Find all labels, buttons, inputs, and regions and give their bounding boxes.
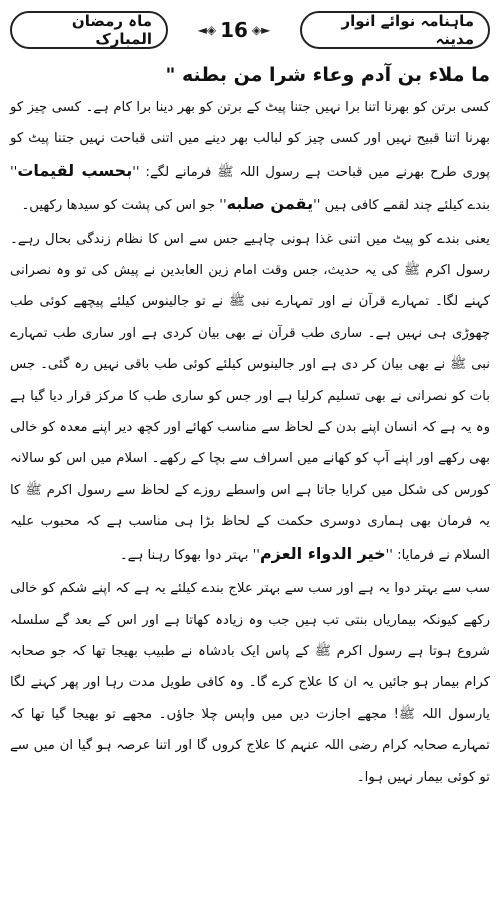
paragraph-2-emphasis: خیر الدواء العزم — [259, 543, 386, 563]
ornament-right-icon: ◈► — [251, 23, 271, 37]
page-number: 16 — [220, 18, 248, 42]
issue-label: ماہ رمضان المبارک — [71, 12, 152, 48]
hadith-title: ما ملاء بن آدم وعاء شرا من بطنه " — [165, 64, 490, 86]
paragraph-1-after: '' جو اس کی پشت کو سیدھا رکھیں۔ — [21, 198, 227, 214]
paragraph-1-text: کسی برتن کو بھرنا اتنا برا نہیں جتنا پیٹ کے برتن کو بھر دینا برا کام ہے۔ کسی چیز کو بھرنا اتنا قبیح نہیں اور کسی چیز کو لبالب بھر دینے میں اتنی قباحت نہیں جتنا پیٹ کو پوری طرح بھرنے میں قباحت ہے رسول اللہ ﷺ فرمانے لگے: '' — [10, 100, 490, 180]
page-header — [10, 8, 490, 52]
paragraph-3-text: سب سے بہتر دوا یہ ہے اور سب سے بہتر علاج بندے کیلئے یہ ہے کہ اپنے شکم کو خالی رکھے کیونکہ بیماریاں بنتی تب ہیں جب وہ زیادہ کھاتا ہے اور اس کے بعد گے سلسلہ شروع ہوتا ہے رسول اکرم ﷺ کے پاس ایک بادشاہ نے طبیب بھیجا تھا کہ جو صحابہ کرام بیمار ہو جائیں یہ ان کا علاج کرے گا۔ وہ کافی طویل مدت رہا اور پھر کہنے لگا یارسول اللہ ﷺ! مجھے اجازت دیں میں واپس چلا جاؤں۔ مجھے تو بھیجا گیا تھا کہ تمہارے صحابہ کرام رضی اللہ عنہم کا علاج کروں گا اور اتنا عرصہ ہو گیا ان میں سے تو کوئی بیمار نہیں ہوا۔ — [10, 581, 490, 785]
paragraph-2 — [10, 224, 490, 571]
paragraph-1 — [10, 92, 490, 222]
paragraph-1-middle: '' بندے کیلئے چند لقمے کافی ہیں '' — [10, 164, 490, 214]
paragraph-2-after: '' بہتر دوا بھوکا رہنا ہے۔ — [119, 547, 260, 563]
paragraph-2-text: یعنی بندے کو پیٹ میں اتنی غذا ہونی چاہیے جس سے اس کا نظام زندگی بحال رہے۔ رسول اکرم ﷺ کی یہ حدیث، جس وقت امام زین العابدین نے پیش کی تو وہ نصرانی کہنے لگا۔ تمہارے قرآن نے اور تمہارے نبی ﷺ نے تو جالینوس کیلئے پیچھے کوئی طب چھوڑی ہی نہیں ہے۔ ساری طب قرآن نے بھی بیان کردی ہے اور ساری طب تمہارے نبی ﷺ نے بھی بیان کر دی ہے اور جالینوس کیلئے کوئی طب باقی نہیں رہ گئی۔ جس بات کو نصرانی نے بھی تسلیم کرلیا ہے اور جس کو ساری طب کا مرکز قرار دیا گیا ہے وہ یہ ہے کہ انسان اپنے بدن کے لحاظ سے مناسب کھائے اور کچھ دیر اپنے معدہ کو خالی بھی رکھے اور اپنے آپ کو کھانے میں اسراف سے بچا کے رکھے۔ اسلام میں اس کو سالانہ کورس کی شکل میں کرایا جاتا ہے اس واسطے روزے کے لحاظ سے رسول اکرم ﷺ کا یہ فرمان بھی ہماری دوسری حکمت کے لحاظ بڑا ہی مناسب ہے کہ محبوب علیہ السلام نے فرمایا: '' — [10, 231, 490, 563]
paragraph-1-emphasis-2: یقمن صلبه — [226, 194, 314, 214]
magazine-name: ماہنامہ نوائے انوار مدینہ — [341, 12, 474, 48]
paragraph-1-emphasis: بحسب لقیمات — [17, 160, 133, 180]
page-number-ornament — [198, 18, 271, 42]
paragraph-3 — [10, 573, 490, 793]
magazine-name-box — [300, 11, 490, 49]
ornament-left-icon: ◄◈ — [197, 23, 217, 37]
article-body — [10, 60, 490, 902]
issue-label-box — [10, 11, 168, 49]
